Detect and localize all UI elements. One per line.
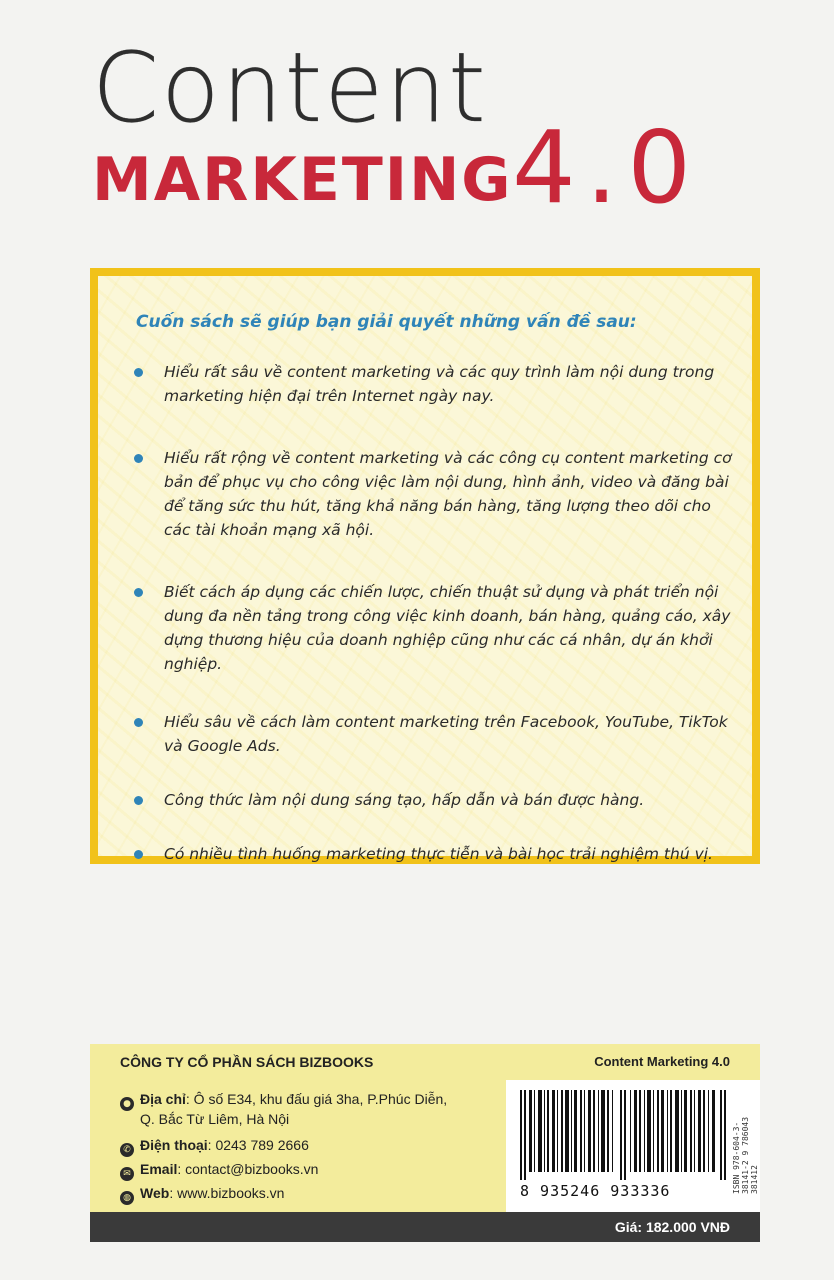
benefits-list: [128, 360, 738, 866]
list-item: [128, 446, 738, 542]
phone-row: [120, 1136, 309, 1157]
benefits-box: [90, 268, 760, 864]
barcode-area: [506, 1080, 760, 1212]
list-item-text: Có nhiều tình huống marketing thực tiễn và bài học trải nghiệm thú vị.: [164, 845, 713, 863]
price-bar: [90, 1212, 760, 1242]
web-value: : www.bizbooks.vn: [169, 1185, 285, 1201]
email-value: : contact@bizbooks.vn: [177, 1161, 319, 1177]
address-line1: : Ô số E34, khu đấu giá 3ha, P.Phúc Diễn,: [185, 1091, 448, 1107]
email-icon: ✉: [120, 1167, 134, 1181]
title-marketing: MARKETING: [92, 145, 513, 215]
title-content: Content: [92, 32, 488, 144]
list-item-text: Hiểu rất sâu về content marketing và các quy trình làm nội dung trong marketing hiện đại trên Internet ngày nay.: [164, 363, 715, 405]
list-item: [128, 360, 738, 408]
title-version: 4.0: [512, 109, 702, 226]
list-item-text: Biết cách áp dụng các chiến lược, chiến thuật sử dụng và phát triển nội dung đa nền tảng trong công việc kinh doanh, bán hàng, quảng cáo, xây dựng thương hiệu của doanh nghiệp cũng như các cá nhân, dự án khởi nghiệp.: [164, 583, 731, 673]
bullet-dot-icon: [134, 588, 143, 597]
bullet-dot-icon: [134, 850, 143, 859]
email-label: Email: [140, 1161, 178, 1177]
bullet-dot-icon: [134, 368, 143, 377]
address-label: Địa chỉ: [140, 1091, 186, 1107]
list-item-text: Công thức làm nội dung sáng tạo, hấp dẫn và bán được hàng.: [164, 791, 645, 809]
phone-value: : 0243 789 2666: [207, 1137, 309, 1153]
list-item-text: Hiểu rất rộng về content marketing và các công cụ content marketing cơ bản để phục vụ cho công việc làm nội dung, hình ảnh, video và đăng bài để tăng sức thu hút, tăng khả năng bán hàng, tăng lượng theo dõi cho các tài khoản mạng xã hội.: [164, 449, 732, 539]
address-row: [120, 1090, 447, 1111]
web-row: [120, 1184, 284, 1205]
list-item: [128, 710, 738, 758]
cover-title: [0, 0, 834, 260]
book-name: Content Marketing 4.0: [594, 1054, 730, 1069]
publisher-name: CÔNG TY CỔ PHẦN SÁCH BIZBOOKS: [120, 1054, 374, 1070]
bullet-dot-icon: [134, 454, 143, 463]
barcode-icon: [520, 1090, 728, 1180]
globe-icon: ◍: [120, 1191, 134, 1205]
isbn-vertical: ISBN 978-604-3-38141-2 9 786043 381412: [732, 1116, 759, 1194]
address-line2: Q. Bắc Từ Liêm, Hà Nội: [140, 1111, 290, 1127]
address-row-2: [140, 1110, 289, 1129]
contact-info: [90, 1080, 506, 1212]
phone-label: Điện thoại: [140, 1137, 208, 1153]
email-row: [120, 1160, 318, 1181]
list-item: [128, 842, 738, 866]
web-label: Web: [140, 1185, 170, 1201]
bullet-dot-icon: [134, 796, 143, 805]
publisher-footer: [90, 1044, 760, 1242]
price-label: Giá: 182.000 VNĐ: [614, 1219, 730, 1235]
bullet-dot-icon: [134, 718, 143, 727]
list-item-text: Hiểu sâu về cách làm content marketing trên Facebook, YouTube, TikTok và Google Ads.: [164, 713, 728, 755]
phone-icon: ✆: [120, 1143, 134, 1157]
footer-header: [90, 1044, 760, 1080]
location-pin-icon: ●: [120, 1097, 134, 1111]
list-item: [128, 580, 738, 676]
benefits-heading: Cuốn sách sẽ giúp bạn giải quyết những vấn đề sau:: [136, 312, 637, 332]
list-item: [128, 788, 738, 812]
barcode-number: 8 935246 933336: [520, 1182, 671, 1200]
